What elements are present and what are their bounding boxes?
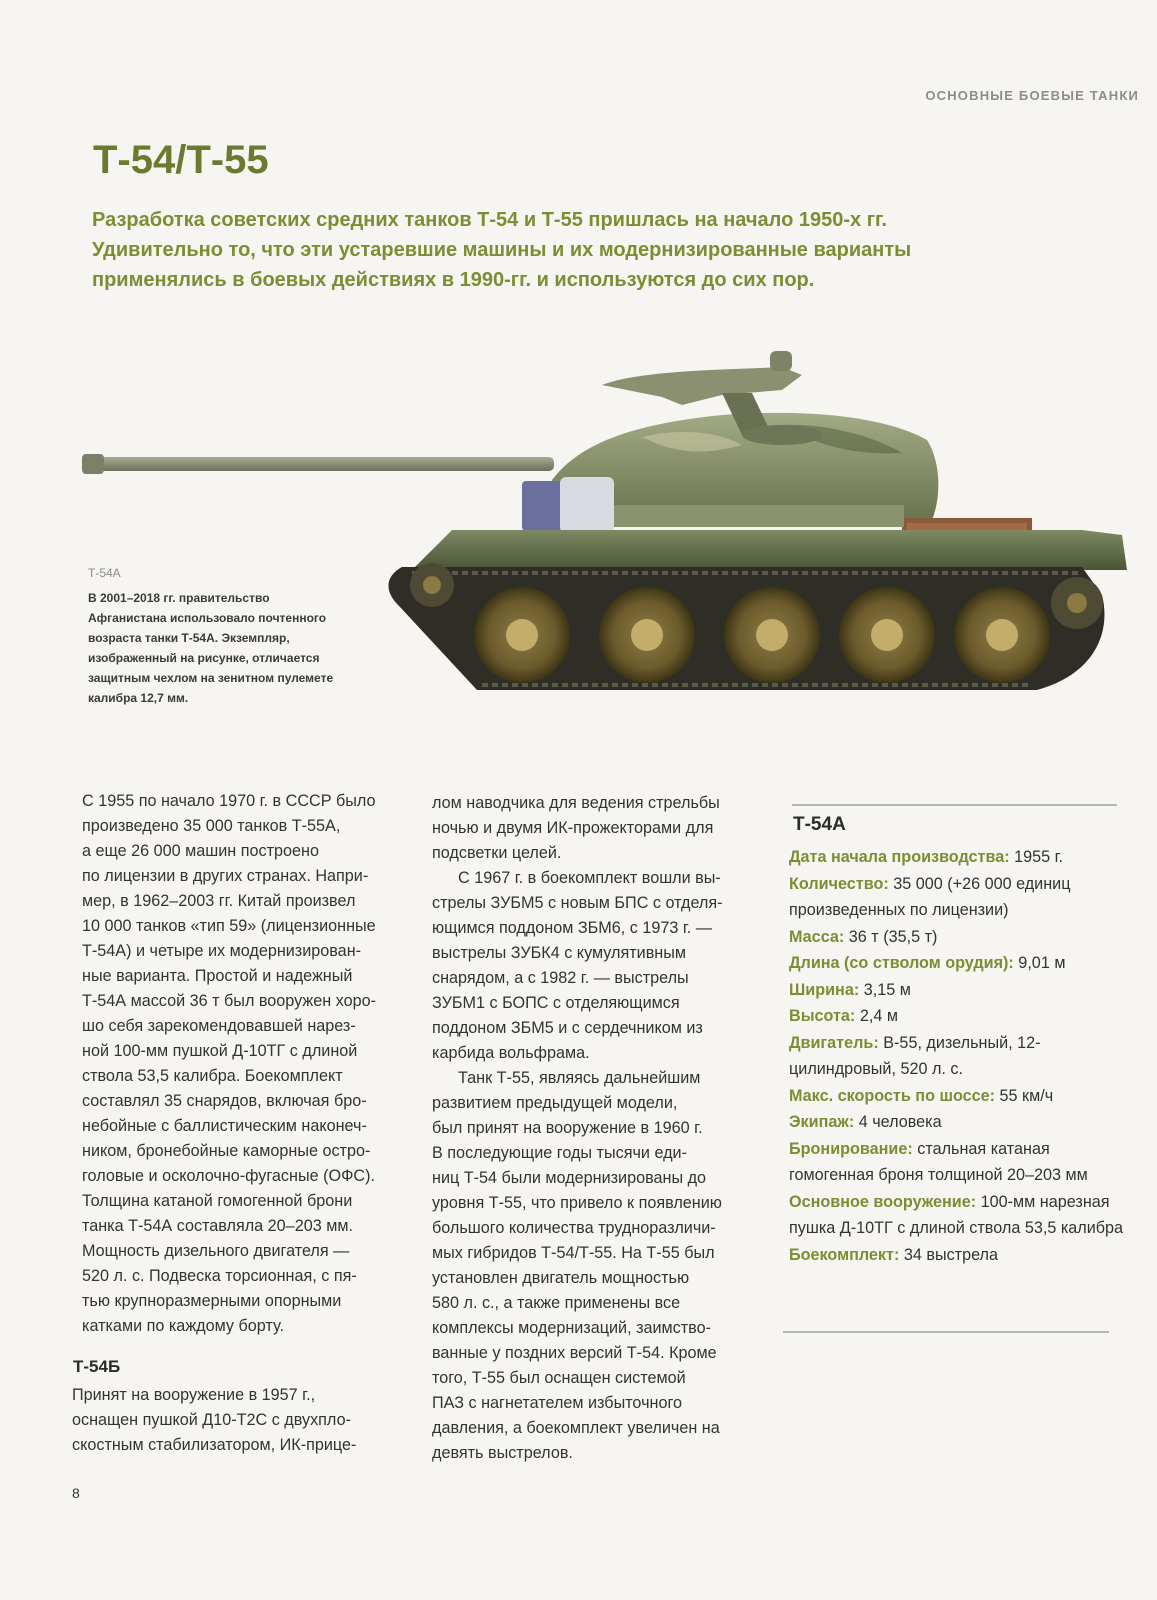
text-line: головые и осколочно-фугасные (ОФС). [82, 1167, 375, 1185]
text-line: ЗУБМ1 с БОПС с отделяющимся [432, 994, 680, 1012]
text-line: Мощность дизельного двигателя — [82, 1242, 350, 1260]
text-line: ником, бронебойные каморные остро- [82, 1142, 371, 1160]
text-line: ванные у поздних версий Т-54. Кроме [432, 1344, 717, 1362]
spec-title: Т-54А [793, 814, 846, 835]
text-line: Принят на вооружение в 1957 г., [72, 1386, 316, 1404]
text-line: оснащен пушкой Д10-Т2С с двухпло- [72, 1411, 351, 1429]
text-line: карбида вольфрама. [432, 1044, 590, 1062]
spec-row [789, 1242, 1124, 1269]
aa-gun-cover [602, 367, 802, 405]
gun-barrel [84, 457, 554, 471]
spec-key: Ширина: [789, 980, 860, 999]
spec-key: Экипаж: [789, 1113, 855, 1131]
spec-row [789, 871, 1124, 924]
text-line: В последующие годы тысячи еди- [432, 1144, 687, 1162]
figure-caption [88, 588, 378, 708]
text-line: танка Т-54А составляла 20–203 мм. [82, 1217, 353, 1235]
text-line: стрелы ЗУБМ5 с новым БПС с отделя- [432, 894, 723, 912]
spec-key: Дата начала производства: [789, 848, 1010, 866]
spec-row [789, 1003, 1124, 1030]
text-line: большого количества трудноразличи- [432, 1219, 716, 1237]
caption-line: Афганистана использовало почтенного [88, 611, 327, 625]
spec-key: Макс. скорость по шоссе: [789, 1086, 996, 1105]
caption-line: В 2001–2018 гг. правительство [88, 591, 270, 605]
spec-key: Высота: [789, 1007, 856, 1025]
spec-value: 9,01 м [1013, 954, 1066, 972]
spec-key: Двигатель: [789, 1033, 879, 1052]
spec-key: Длина (со стволом орудия): [789, 954, 1014, 972]
spec-key: Основное вооружение: [789, 1192, 977, 1211]
text-line: давления, а боекомплект увеличен на [432, 1419, 720, 1437]
section-header: ОСНОВНЫЕ БОЕВЫЕ ТАНКИ [925, 88, 1139, 103]
spec-key: Количество: [789, 874, 889, 893]
spec-divider-top [792, 804, 1117, 806]
text-line: ющимся поддоном ЗБМ6, с 1973 г. — [432, 919, 712, 937]
spec-row [789, 1189, 1124, 1242]
spec-value: 35 000 (+26 000 единиц произведенных по лицензии) [789, 874, 1071, 919]
body-column-1 [82, 789, 412, 1339]
text-line: С 1967 г. в боекомплект вошли вы- [458, 869, 721, 887]
spec-row [789, 1136, 1124, 1189]
text-line: снарядом, а с 1982 г. — выстрелы [432, 969, 689, 987]
spec-value: стальная катаная гомогенная броня толщиной 20–203 мм [789, 1139, 1088, 1184]
text-line: скостным стабилизатором, ИК-прице- [72, 1436, 357, 1454]
spec-row [789, 844, 1124, 871]
spec-value: 36 т (35,5 т) [844, 927, 938, 946]
spec-row [789, 924, 1124, 951]
spec-value: 34 выстрела [899, 1245, 999, 1264]
page-number: 8 [72, 1485, 80, 1501]
fuel-drum [522, 481, 562, 531]
text-line: лом наводчика для ведения стрельбы [432, 794, 720, 812]
text-line: ной 100-мм пушкой Д-10ТГ с длиной [82, 1042, 358, 1060]
paragraph [432, 791, 764, 866]
text-line: тью крупноразмерными опорными [82, 1292, 342, 1310]
text-line: был принят на вооружение в 1960 г. [432, 1119, 703, 1137]
text-line: по лицензии в других странах. Напри- [82, 867, 369, 885]
text-line: установлен двигатель мощностью [432, 1269, 690, 1287]
text-line: 580 л. с., а также применены все [432, 1294, 681, 1312]
text-line: девять выстрелов. [432, 1444, 573, 1462]
text-line: выстрелы ЗУБК4 с кумулятивным [432, 944, 687, 962]
text-line: 520 л. с. Подвеска торсионная, с пя- [82, 1267, 357, 1285]
spec-value: 55 км/ч [995, 1086, 1054, 1105]
text-line: небойные с баллистическим наконеч- [82, 1117, 367, 1135]
text-line: Толщина катаной гомогенной брони [82, 1192, 353, 1210]
text-line: того, Т-55 был оснащен системой [432, 1369, 686, 1387]
text-line: развитием предыдущей модели, [432, 1094, 678, 1112]
figure-label: Т-54А [88, 566, 121, 580]
text-line: Т-54А) и четыре их модернизирован- [82, 942, 362, 960]
text-line: произведено 35 000 танков Т-55А, [82, 817, 341, 835]
caption-line: изображенный на рисунке, отличается [88, 651, 320, 665]
spec-key: Бронирование: [789, 1139, 913, 1158]
subheading-t54b: Т-54Б [73, 1357, 121, 1376]
spec-key: Боекомплект: [789, 1245, 900, 1264]
text-line: Т-54А массой 36 т был вооружен хоро- [82, 992, 376, 1010]
caption-line: калибра 12,7 мм. [88, 691, 189, 705]
text-line: 10 000 танков «тип 59» (лицензионные [82, 917, 376, 935]
intro-line: применялись в боевых действиях в 1990-гг. и используются до сих пор. [92, 269, 815, 291]
spec-row [789, 1109, 1124, 1136]
text-line: а еще 26 000 машин построено [82, 842, 319, 860]
fuel-drum [560, 477, 614, 533]
caption-line: защитным чехлом на зенитном пулемете [88, 671, 334, 685]
text-line: составлял 35 снарядов, включая бро- [82, 1092, 367, 1110]
spec-value: 4 человека [854, 1113, 942, 1131]
spec-row [789, 950, 1124, 977]
spec-value: 3,15 м [859, 980, 911, 999]
text-line: поддоном ЗБМ5 и с сердечником из [432, 1019, 703, 1037]
text-line: Танк Т-55, являясь дальнейшим [458, 1069, 701, 1087]
caption-line: возраста танки Т-54А. Экземпляр, [88, 631, 290, 645]
intro-line: Удивительно то, что эти устаревшие машины и их модернизированные варианты [92, 239, 912, 261]
hull [412, 530, 1127, 570]
spec-value: В-55, дизельный, 12-цилиндровый, 520 л. с. [789, 1033, 1041, 1078]
text-line: комплексы модернизаций, заимство- [432, 1319, 711, 1337]
intro-lead [92, 205, 1052, 295]
text-line: шо себя зарекомендовавшей нарез- [82, 1017, 356, 1035]
page-title: Т-54/Т-55 [93, 138, 269, 182]
body-column-2 [432, 791, 764, 1466]
text-line: мер, в 1962–2003 гг. Китай произвел [82, 892, 356, 910]
paragraph [432, 1066, 764, 1466]
spec-value: 1955 г. [1009, 848, 1064, 866]
text-line: подсветки целей. [432, 844, 562, 862]
text-line: ПАЗ с нагнетателем избыточного [432, 1394, 683, 1412]
text-line: мых гибридов Т-54/Т-55. На Т-55 был [432, 1244, 715, 1262]
text-line: ствола 53,5 калибра. Боекомплект [82, 1067, 343, 1085]
spec-divider-bottom [783, 1331, 1109, 1333]
spec-value: 2,4 м [855, 1007, 898, 1025]
text-line: катками по каждому борту. [82, 1317, 284, 1335]
spec-key: Масса: [789, 927, 845, 946]
paragraph [432, 866, 764, 1066]
spec-list [789, 844, 1124, 1268]
intro-line: Разработка советских средних танков Т-54 и Т-55 пришлась на начало 1950-х гг. [92, 209, 887, 231]
spec-row [789, 977, 1124, 1004]
text-line: С 1955 по начало 1970 г. в СССР было [82, 792, 376, 810]
spec-row [789, 1083, 1124, 1110]
spec-value: 100-мм нарезная пушка Д-10ТГ с длиной ствола 53,5 калибра [789, 1192, 1124, 1237]
spec-row [789, 1030, 1124, 1083]
text-line: уровня Т-55, что привело к появлению [432, 1194, 722, 1212]
text-line: ниц Т-54 были модернизированы до [432, 1169, 707, 1187]
text-line: ночью и двумя ИК-прожекторами для [432, 819, 714, 837]
body-column-1-continued [72, 1383, 402, 1458]
text-line: ные варианта. Простой и надежный [82, 967, 353, 985]
